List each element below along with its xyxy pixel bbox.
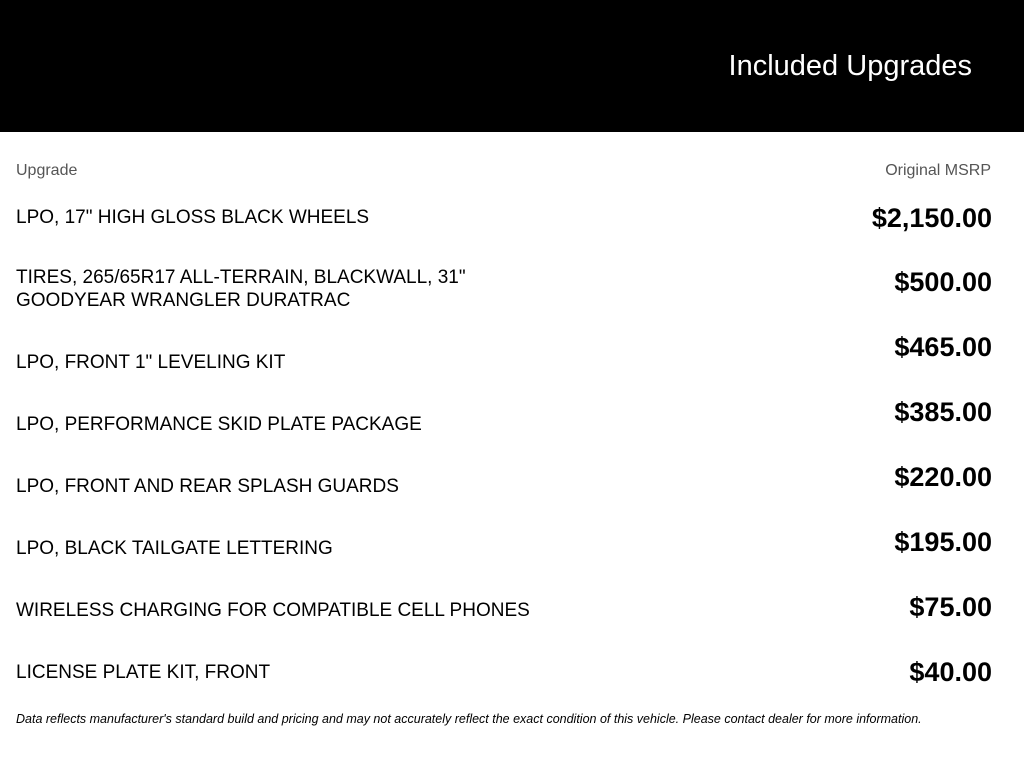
upgrade-price: $75.00 [909, 592, 992, 622]
column-header-msrp: Original MSRP [885, 162, 991, 179]
upgrade-price: $40.00 [909, 657, 992, 687]
upgrade-name: LPO, 17" HIGH GLOSS BLACK WHEELS [16, 207, 370, 228]
upgrade-name: LPO, BLACK TAILGATE LETTERING [16, 538, 333, 559]
upgrade-price: $220.00 [894, 462, 992, 492]
upgrade-name: LPO, FRONT 1" LEVELING KIT [16, 352, 286, 373]
upgrade-name: LICENSE PLATE KIT, FRONT [16, 662, 271, 683]
disclaimer-text: Data reflects manufacturer's standard build and pricing and may not accurately reflect the exact condition of this vehicle. Please contact dealer for more information. [16, 712, 922, 726]
page-header [0, 0, 1024, 132]
upgrade-price: $2,150.00 [871, 203, 992, 233]
column-header-upgrade: Upgrade [16, 162, 78, 179]
upgrade-price: $195.00 [894, 527, 992, 557]
page-title: Included Upgrades [728, 50, 972, 82]
upgrade-price: $500.00 [894, 267, 992, 297]
upgrade-price: $385.00 [894, 397, 992, 427]
upgrade-price: $465.00 [894, 332, 992, 362]
upgrade-name: TIRES, 265/65R17 ALL-TERRAIN, BLACKWALL, 31" GOODYEAR WRANGLER DURATRAC [16, 267, 466, 311]
upgrade-name: LPO, FRONT AND REAR SPLASH GUARDS [16, 476, 399, 497]
upgrade-name: LPO, PERFORMANCE SKID PLATE PACKAGE [16, 414, 422, 435]
upgrade-name: WIRELESS CHARGING FOR COMPATIBLE CELL PHONES [16, 600, 530, 621]
